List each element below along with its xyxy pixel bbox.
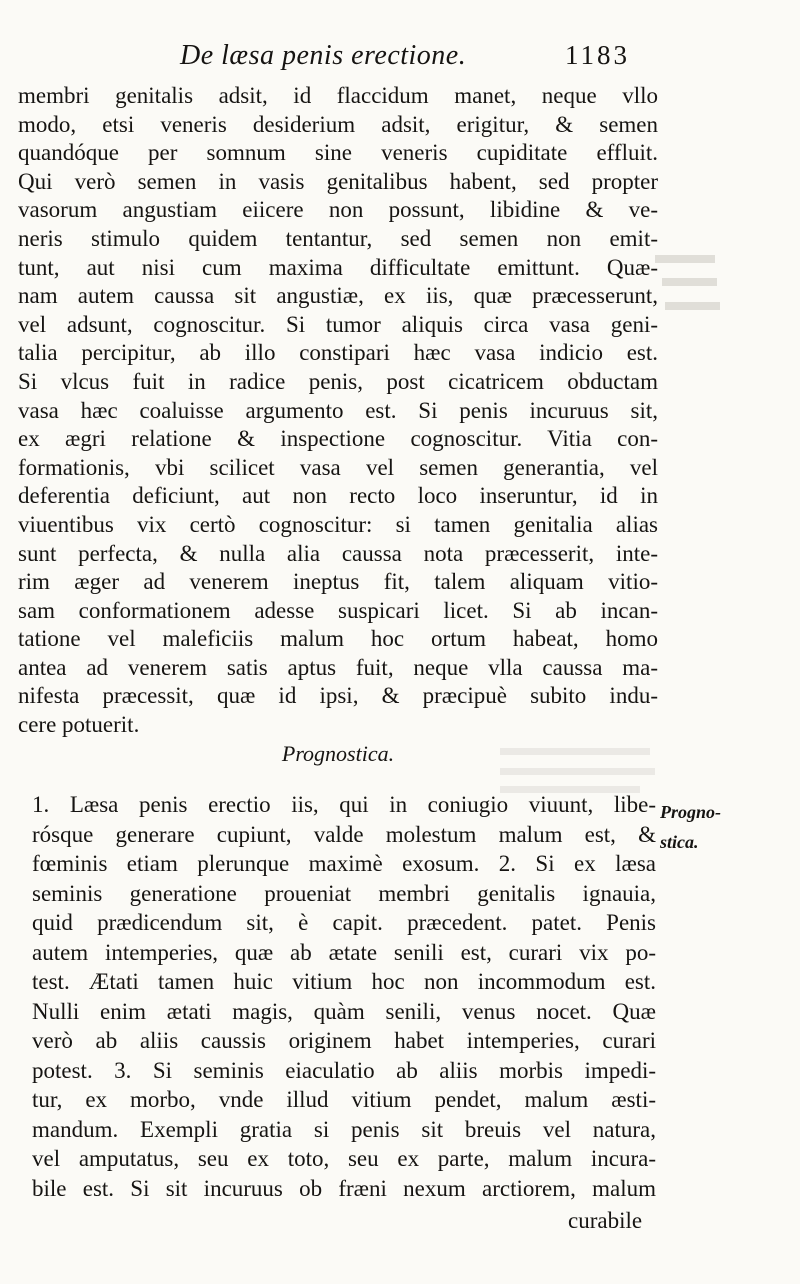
text-line: Si vlcus fuit in radice penis, post cicatricem obductam — [18, 368, 658, 394]
text-line: vasa hæc coaluisse argumento est. Si penis incuruus sit, — [18, 397, 658, 423]
text-line: nam autem caussa sit angustiæ, ex iis, quæ præcesserunt, — [18, 283, 658, 309]
text-line: vel adsunt, cognoscitur. Si tumor aliquis circa vasa geni- — [18, 311, 658, 337]
text-line: mandum. Exempli gratia si penis sit breuis vel natura, — [32, 1116, 656, 1142]
text-line: rósque generare cupiunt, valde molestum malum est, & — [32, 821, 656, 847]
show-through-bleed — [650, 250, 730, 330]
text-line: quandóque per somnum sine veneris cupiditate effluit. — [18, 140, 658, 166]
text-line: tatione vel maleficiis malum hoc ortum habeat, homo — [18, 626, 658, 652]
text-line: membri genitalis adsit, id flaccidum manet, neque vllo — [18, 83, 658, 108]
prognostica-text — [32, 790, 656, 1203]
text-line: formationis, vbi scilicet vasa vel semen generantia, vel — [18, 454, 658, 480]
text-line: autem intemperies, quæ ab ætate senili est, curari vix po- — [32, 939, 656, 965]
text-line: antea ad venerem satis aptus fuit, neque vlla caussa ma- — [18, 654, 658, 680]
text-line: verò ab aliis caussis originem habet intemperies, curari — [32, 1028, 656, 1053]
text-line: fœminis etiam plerunque maximè exosum. 2. Si ex læsa — [32, 851, 656, 876]
text-line: tur, ex morbo, vnde illud vitium pendet, malum æsti- — [32, 1087, 656, 1112]
text-line: seminis generatione proueniat membri genitalis ignauia, — [32, 880, 656, 906]
margin-note — [660, 798, 750, 857]
text-line: Nulli enim ætati magis, quàm senili, venus nocet. Quæ — [32, 998, 656, 1024]
text-line: vasorum angustiam eiicere non possunt, libidine & ve- — [18, 197, 658, 223]
text-line: Qui verò semen in vasis genitalibus habent, sed propter — [18, 168, 658, 194]
text-line: nifesta præcessit, quæ id ipsi, & præcipuè subito indu- — [18, 683, 658, 709]
text-line: cere potuerit. — [18, 712, 140, 738]
text-line: sunt perfecta, & nulla alia caussa nota præcesserit, inte- — [18, 540, 658, 566]
text-line: ex ægri relatione & inspectione cognoscitur. Vitia con- — [18, 426, 658, 452]
text-line: bile est. Si sit incuruus ob fræni nexum arctiorem, malum — [32, 1175, 656, 1201]
text-line: modo, etsi veneris desiderium adsit, erigitur, & semen — [18, 111, 658, 137]
margin-note-line: stica. — [660, 831, 699, 852]
text-line: deferentia deficiunt, aut non recto loco inseruntur, id in — [18, 483, 658, 509]
text-line: tunt, aut nisi cum maxima difficultate emittunt. Quæ- — [18, 254, 658, 280]
text-line: vel amputatus, seu ex toto, seu ex parte, malum incura- — [32, 1146, 656, 1171]
text-line: potest. 3. Si seminis eiaculatio ab aliis morbis impedi- — [32, 1057, 656, 1083]
section-heading: Prognostica. — [281, 740, 395, 766]
text-line: sam conformationem adesse suspicari licet. Si ab incan- — [18, 597, 658, 623]
running-header — [160, 40, 660, 80]
text-line: rim æger ad venerem ineptus fit, talem aliquam vitio- — [18, 569, 658, 595]
text-line: 1. Læsa penis erectio iis, qui in coniugio viuunt, libe- — [32, 792, 656, 817]
text-line: viuentibus vix certò cognoscitur: si tamen genitalia alias — [18, 511, 658, 537]
text-line: neris stimulo quidem tentantur, sed semen non emit- — [18, 225, 658, 251]
text-line: test. Ætati tamen huic vitium hoc non incommodum est. — [32, 969, 656, 994]
page-number: 1183 — [565, 40, 630, 70]
margin-note-line: Progno- — [660, 802, 722, 822]
running-title: De læsa penis erectione. — [180, 40, 467, 71]
body-text — [18, 82, 658, 768]
text-line: talia percipitur, ab illo constipari hæc vasa indicio est. — [18, 340, 658, 366]
text-line: quid prædicendum sit, è capit. præcedent. patet. Penis — [32, 910, 656, 935]
catchword: curabile — [568, 1208, 643, 1233]
